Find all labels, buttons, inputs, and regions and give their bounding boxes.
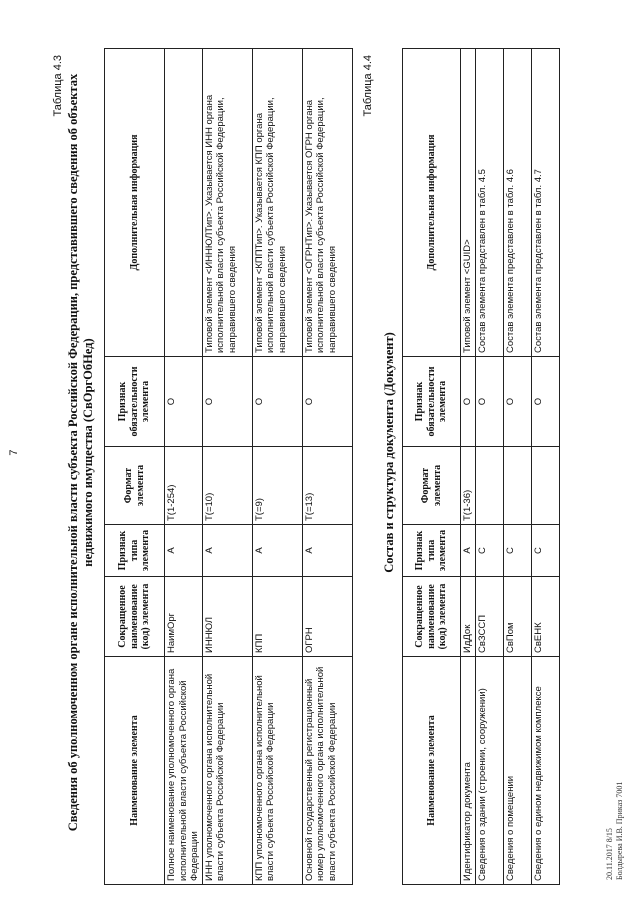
document-stamp (605, 782, 625, 880)
table-4-3-label: Таблица 4.3 (52, 55, 64, 117)
column-header: Признак обязательности элемента (105, 357, 165, 447)
table-cell (531, 447, 559, 525)
table-row (302, 49, 352, 885)
table-cell: Основной государственный регистрационный номер уполномоченного органа исполнительной власти субъекта Российской Федерации (302, 657, 352, 885)
table-cell: Полное наименование уполномоченного органа исполнительной власти субъекта Российской Федерации (165, 657, 203, 885)
table-4-3-header-row (105, 49, 165, 885)
table-cell (165, 49, 203, 357)
table-cell: КПП уполномоченного органа исполнительной власти субъекта Российской Федерации (252, 657, 302, 885)
stamp-line-1: 20.11.2017 8/15 (605, 828, 614, 880)
table-cell: Т(=9) (252, 447, 302, 525)
table-cell: ИдДок (461, 577, 476, 657)
column-header: Дополнительная информация (403, 49, 461, 357)
table-row (202, 49, 252, 885)
table-cell: НаимОрг (165, 577, 203, 657)
table-cell: О (165, 357, 203, 447)
column-header: Формат элемента (105, 447, 165, 525)
table-row (475, 49, 503, 885)
table-cell: СвПом (503, 577, 531, 657)
table-row (165, 49, 203, 885)
table-cell: О (252, 357, 302, 447)
table-cell: Сведения о едином недвижимом комплексе (531, 657, 559, 885)
table-cell: А (461, 525, 476, 577)
table-cell: Типовой элемент <GUID> (461, 49, 476, 357)
table-row (503, 49, 531, 885)
column-header: Наименование элемента (403, 657, 461, 885)
table-cell: ОГРН (302, 577, 352, 657)
table-cell: Состав элемента представлен в табл. 4.7 (531, 49, 559, 357)
table-cell: О (475, 357, 503, 447)
table-cell: КПП (252, 577, 302, 657)
table-cell: А (302, 525, 352, 577)
table-cell: Типовой элемент <ИННЮЛТип>. Указывается ИНН органа исполнительной власти субъекта Российской Федерации, направившего сведения (202, 49, 252, 357)
table-cell: А (165, 525, 203, 577)
table-cell: Состав элемента представлен в табл. 4.6 (503, 49, 531, 357)
table-cell: Типовой элемент <КППТип>. Указывается КПП органа исполнительной власти субъекта Российской Федерации, направившего сведения (252, 49, 302, 357)
table-4-4-header-row (403, 49, 461, 885)
table-cell: О (503, 357, 531, 447)
table-4-3 (104, 48, 353, 885)
column-header: Дополнительная информация (105, 49, 165, 357)
table-cell: Сведения о помещении (503, 657, 531, 885)
table-cell: О (202, 357, 252, 447)
table-4-3-title-line1: Сведения об уполномоченном органе исполнительной власти субъекта Российской Федерации, представившего сведения об объектах (66, 73, 80, 832)
table-cell: О (302, 357, 352, 447)
table-4-4-label: Таблица 4.4 (362, 55, 374, 117)
table-cell: ИНН уполномоченного органа исполнительной власти субъекта Российской Федерации (202, 657, 252, 885)
table-cell: Состав элемента представлен в табл. 4.5 (475, 49, 503, 357)
table-cell: С (503, 525, 531, 577)
table-cell: С (531, 525, 559, 577)
table-cell: Т(1-254) (165, 447, 203, 525)
table-cell: А (202, 525, 252, 577)
table-row (461, 49, 476, 885)
column-header: Формат элемента (403, 447, 461, 525)
table-cell: ИННЮЛ (202, 577, 252, 657)
table-4-3-title-line2: недвижимого имущества (СвОргОбНед) (81, 338, 95, 567)
table-row (531, 49, 559, 885)
table-cell: С (475, 525, 503, 577)
table-4-4-title: Состав и структура документа (Документ) (382, 332, 396, 573)
table-4-3-title (66, 30, 96, 875)
table-cell (475, 447, 503, 525)
column-header: Сокращенное наименование (код) элемента (403, 577, 461, 657)
column-header: Наименование элемента (105, 657, 165, 885)
column-header: Признак обязательности элемента (403, 357, 461, 447)
page-number: 7 (8, 449, 20, 456)
table-cell: Типовой элемент <ОГРНТип>. Указывается ОГРН органа исполнительной власти субъекта Российской Федерации, направившего сведения (302, 49, 352, 357)
table-cell (503, 447, 531, 525)
table-cell: СвЕНК (531, 577, 559, 657)
table-cell: О (531, 357, 559, 447)
column-header: Сокращенное наименование (код) элемента (105, 577, 165, 657)
table-cell: Т(1-36) (461, 447, 476, 525)
table-cell: А (252, 525, 302, 577)
table-cell: Идентификатор документа (461, 657, 476, 885)
stamp-line-2: Болдырева И.В. Приказ 7001 (615, 781, 624, 880)
table-cell: СвЗССП (475, 577, 503, 657)
table-4-4 (402, 48, 560, 885)
table-cell: Т(=13) (302, 447, 352, 525)
column-header: Признак типа элемента (403, 525, 461, 577)
table-cell: О (461, 357, 476, 447)
table-row (252, 49, 302, 885)
table-cell: Сведения о здании (строении, сооружении) (475, 657, 503, 885)
column-header: Признак типа элемента (105, 525, 165, 577)
table-cell: Т(=10) (202, 447, 252, 525)
